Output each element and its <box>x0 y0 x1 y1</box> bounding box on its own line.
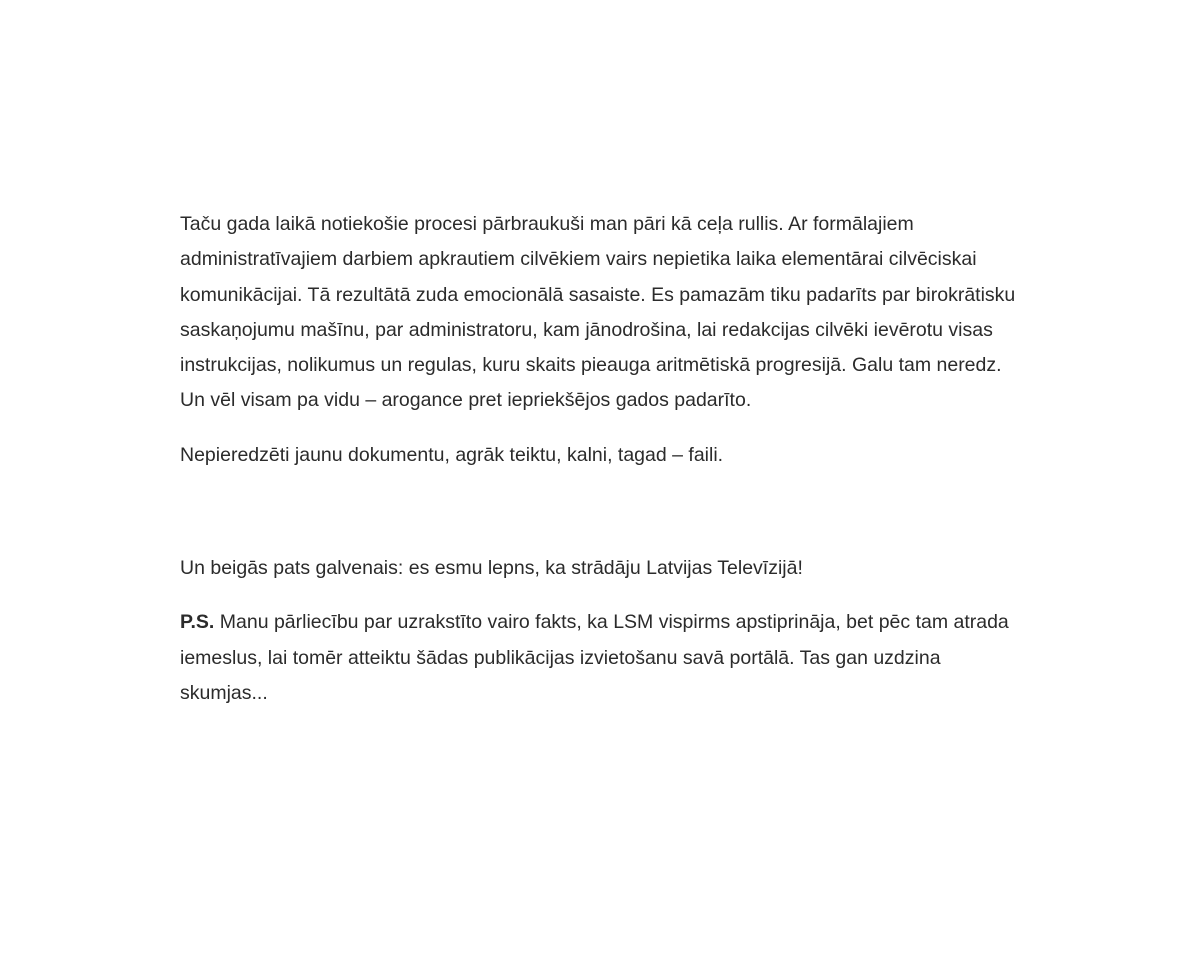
article-paragraph: Taču gada laikā notiekošie procesi pārbraukuši man pāri kā ceļa rullis. Ar formālajiem administratīvajiem darbiem apkrautiem cilvēkiem vairs nepietika laika elementārai cilvēciskai komunikācijai. Tā rezultātā zuda emocionālā sasaiste. Es pamazām tiku padarīts par birokrātisku saskaņojumu mašīnu, par administratoru, kam jānodrošina, lai redakcijas cilvēki ievērotu visas instrukcijas, nolikumus un regulas, kuru skaits pieauga aritmētiskā progresijā. Galu tam neredz. Un vēl visam pa vidu – arogance pret iepriekšējos gados padarīto. <box>180 213 1016 412</box>
article-body <box>180 207 1030 711</box>
article-paragraph: Nepieredzēti jaunu dokumentu, agrāk teiktu, kalni, tagad – faili. <box>180 443 724 466</box>
article-paragraph: Un beigās pats galvenais: es esmu lepns, ka strādāju Latvijas Televīzijā! <box>180 557 803 580</box>
postscript-label: P.S. <box>180 611 215 634</box>
postscript-text: Manu pārliecību par uzrakstīto vairo fakts, ka LSM vispirms apstiprināja, bet pēc tam atrada iemeslus, lai tomēr atteiktu šādas publikācijas izvietošanu savā portālā. Tas gan uzdzina skumjas... <box>180 611 1009 704</box>
postscript-paragraph <box>180 605 1030 711</box>
